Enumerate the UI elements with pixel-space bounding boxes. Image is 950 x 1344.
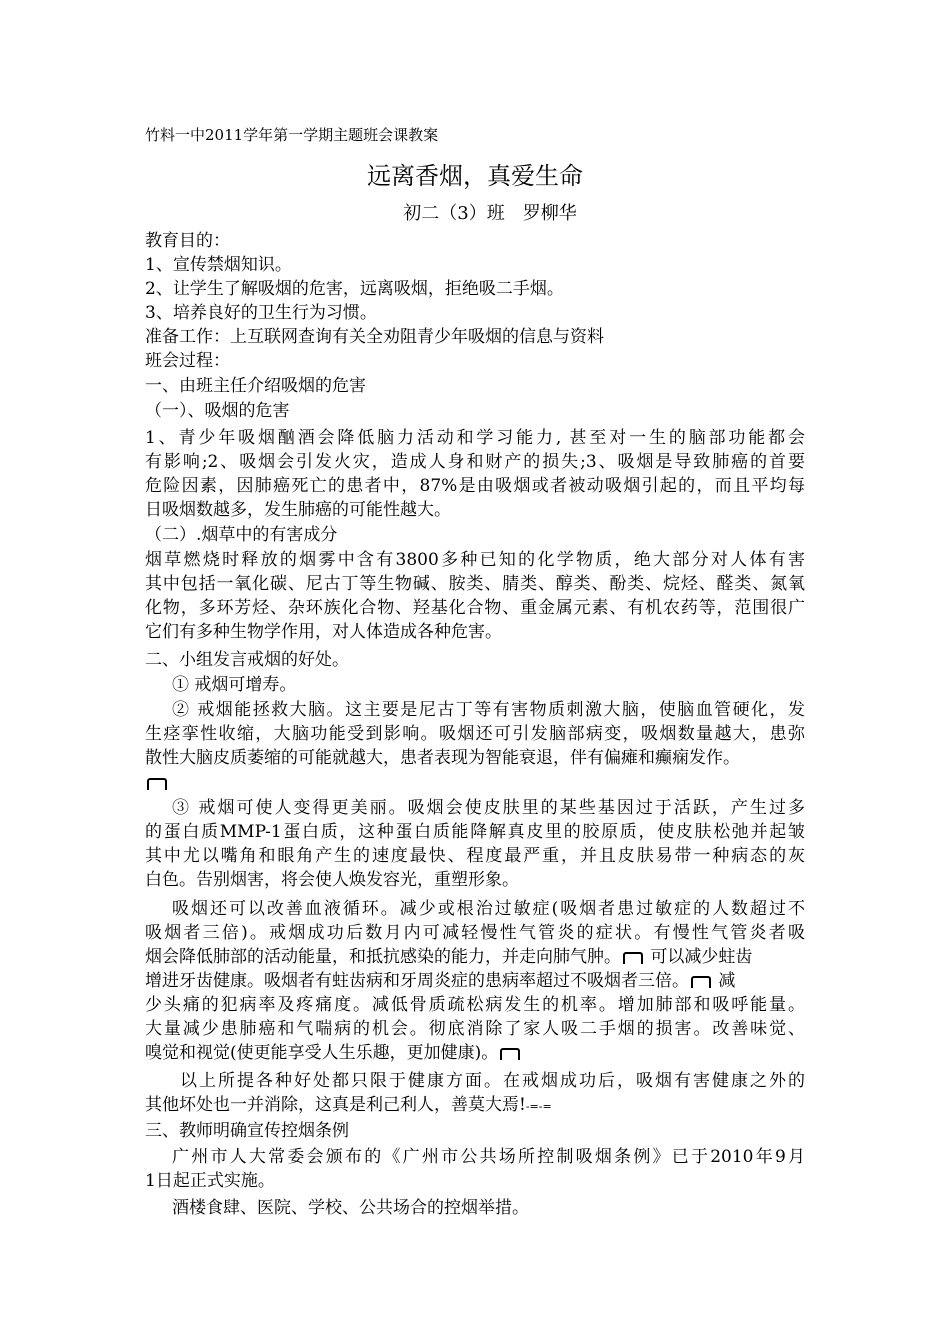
section-heading: 三、教师明确宣传控烟条例 [145,1121,349,1141]
paragraph-line: 以上所提各种好处都只限于健康方面。在戒烟成功后，吸烟有害健康之外的 [180,1071,805,1091]
format-mark [145,771,169,791]
format-mark [691,976,711,988]
paragraph-line [145,1041,522,1065]
paragraph-line: 1、青少年吸烟酗酒会降低脑力活动和学习能力, 甚至对一生的脑部功能都会 [145,428,805,448]
process-heading: 班会过程： [145,351,230,371]
paragraph-line: 散性大脑皮质萎缩的可能就越大，患者表现为智能衰退，伴有偏瘫和癫痫发作。 [145,748,740,768]
objective-item: 1、宣传禁烟知识。 [145,255,292,275]
paragraph-line: 广州市人大常委会颁布的《广州市公共场所控制吸烟条例》已于2010年9月 [172,1147,805,1167]
paragraph-line: 烟草燃烧时释放的烟雾中含有3800多种已知的化学物质，绝大部分对人体有害 [145,550,805,570]
section-heading: 二、小组发言戒烟的好处。 [145,650,349,670]
preparation-line: 准备工作：上互联网查询有关全劝阻青少年吸烟的信息与资料 [145,327,604,347]
line-text: 增进牙齿健康。吸烟者有蛀齿病和牙周炎症的患病率超过不吸烟者三倍。 [145,971,689,991]
paragraph-line: 化物，多环芳烃、杂环族化合物、羟基化合物、重金属元素、有机农药等，范围很广 [145,598,805,618]
paragraph-line: ② 戒烟能拯救大脑。这主要是尼古丁等有害物质刺激大脑，使脑血管硬化，发 [172,700,805,720]
paragraph-line: 1日起正式实施。 [145,1171,275,1191]
paragraph-line [145,1093,552,1119]
paragraph-line: 生痉挛性收缩，大脑功能受到影响。吸烟还可引发脑部病变，吸烟数量越大，患弥 [145,724,805,744]
subsection-heading: （一）、吸烟的危害 [145,401,290,421]
paragraph-line: ③ 戒烟可使人变得更美丽。吸烟会使皮肤里的某些基因过于活跃，产生过多 [172,798,805,818]
paragraph-line [145,945,752,969]
paragraph-line: 有影响;2、吸烟会引发火灾，造成人身和财产的损失;3、吸烟是导致肺癌的首要 [145,452,805,472]
objective-heading: 教育目的： [145,231,230,251]
paragraph-line [145,969,735,993]
format-mark: -=-= [525,1100,552,1113]
paragraph-line: 其中包括一氧化碳、尼古丁等生物碱、胺类、腈类、醇类、酚类、烷烃、醛类、氮氧 [145,574,805,594]
paragraph-line: 少头痛的犯病率及疼痛度。减低骨质疏松病发生的机率。增加肺部和吸呼能量。 [145,995,805,1015]
line-text: 可以减少蛀齿 [650,947,753,967]
subsection-heading: （二）.烟草中的有害成分 [145,525,338,545]
benefit-item: ① 戒烟可增寿。 [172,675,297,695]
paragraph-line: 吸烟还可以改善血液循环。减少或根治过敏症(吸烟者患过敏症的人数超过不 [172,899,805,919]
line-text: 减 [718,971,736,991]
section-heading: 一、由班主任介绍吸烟的危害 [145,376,366,396]
document-header: 竹料一中2011学年第一学期主题班会课教案 [145,126,439,144]
line-text: 其他坏处也一并消除，这真是利己利人，善莫大焉! [145,1095,526,1115]
paragraph-line: 的蛋白质MMP-1蛋白质，这种蛋白质能降解真皮里的胶原质，使皮肤松弛并起皱 [145,822,805,842]
paragraph-line: 大量减少患肺癌和气喘病的机会。彻底消除了家人吸二手烟的损害。改善味觉、 [145,1019,805,1039]
paragraph-line: 酒楼食肆、医院、学校、公共场合的控烟举措。 [172,1198,529,1218]
format-mark [500,1048,520,1060]
objective-item: 3、培养良好的卫生行为习惯。 [145,303,377,323]
author-byline: 初二（3）班 罗柳华 [403,203,577,224]
line-text: 嗅觉和视觉(使更能享受人生乐趣，更加健康)。 [145,1043,499,1063]
paragraph-line: 它们有多种生物学作用，对人体造成各种危害。 [145,622,502,642]
paragraph-line: 其中尤以嘴角和眼角产生的速度最快、程度最严重，并且皮肤易带一种病态的灰 [145,846,805,866]
page-title: 远离香烟，真爱生命 [367,162,583,190]
paragraph-line: 白色。告别烟害，将会使人焕发容光，重塑形象。 [145,870,519,890]
paragraph-line: 吸烟者三倍)。戒烟成功后数月内可减轻慢性气管炎的症状。有慢性气管炎者吸 [145,923,805,943]
paragraph-line: 危险因素，因肺癌死亡的患者中，87%是由吸烟或者被动吸烟引起的，而且平均每 [145,476,805,496]
paragraph-line: 日吸烟数越多，发生肺癌的可能性越大。 [145,500,451,520]
line-text: 烟会降低肺部的活动能量，和抵抗感染的能力，并走向肺气肿。 [145,947,621,967]
objective-item: 2、让学生了解吸烟的危害，远离吸烟，拒绝吸二手烟。 [145,279,564,299]
format-mark [623,952,643,964]
